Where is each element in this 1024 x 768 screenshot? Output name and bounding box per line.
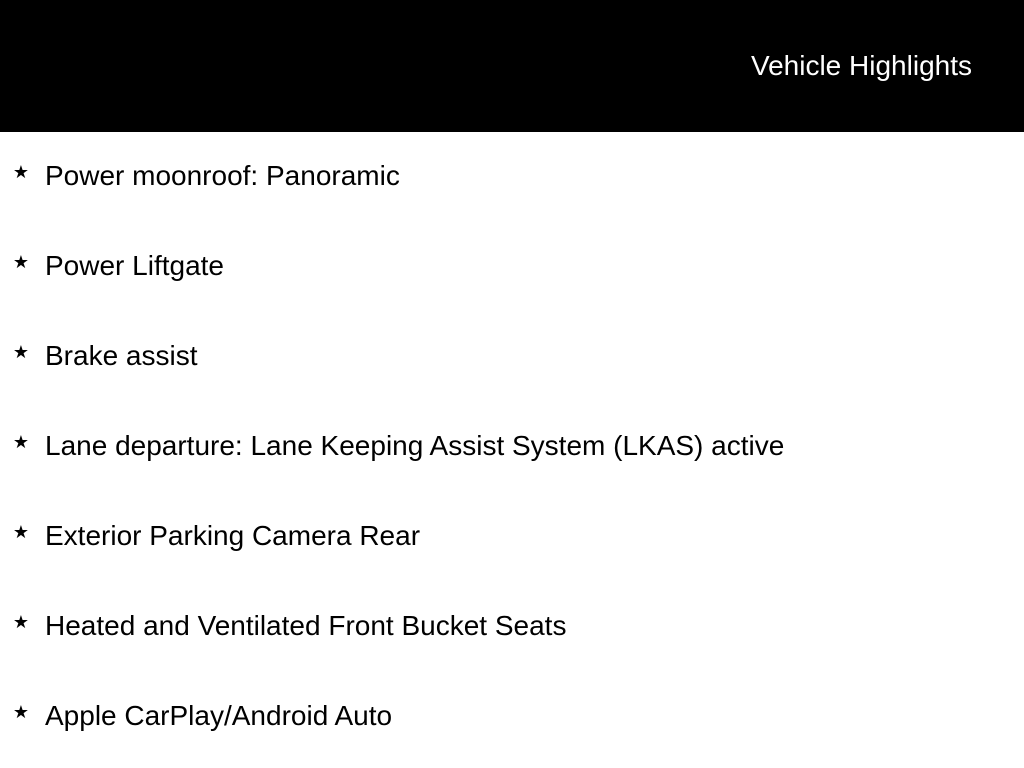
- vehicle-highlights-list: [0, 132, 1024, 762]
- highlight-text: Apple CarPlay/Android Auto: [45, 700, 393, 731]
- list-item: [0, 402, 1024, 492]
- highlight-text: Lane departure: Lane Keeping Assist System (LKAS) active: [45, 430, 785, 461]
- star-icon: ★: [12, 252, 30, 272]
- highlight-text: Power Liftgate: [45, 250, 224, 281]
- list-item: [0, 312, 1024, 402]
- highlight-text: Exterior Parking Camera Rear: [45, 520, 421, 551]
- header-bar: [0, 0, 1024, 132]
- star-icon: ★: [12, 342, 30, 362]
- star-icon: ★: [12, 612, 30, 632]
- list-item: [0, 132, 1024, 222]
- highlight-text: Heated and Ventilated Front Bucket Seats: [45, 610, 567, 641]
- star-icon: ★: [12, 522, 30, 542]
- highlight-text: Power moonroof: Panoramic: [45, 160, 400, 191]
- list-item: [0, 222, 1024, 312]
- star-icon: ★: [12, 162, 30, 182]
- list-item: [0, 672, 1024, 762]
- highlight-text: Brake assist: [45, 340, 198, 371]
- star-icon: ★: [12, 432, 30, 452]
- list-item: [0, 492, 1024, 582]
- star-icon: ★: [12, 702, 30, 722]
- list-item: [0, 582, 1024, 672]
- page-title: Vehicle Highlights: [750, 50, 972, 81]
